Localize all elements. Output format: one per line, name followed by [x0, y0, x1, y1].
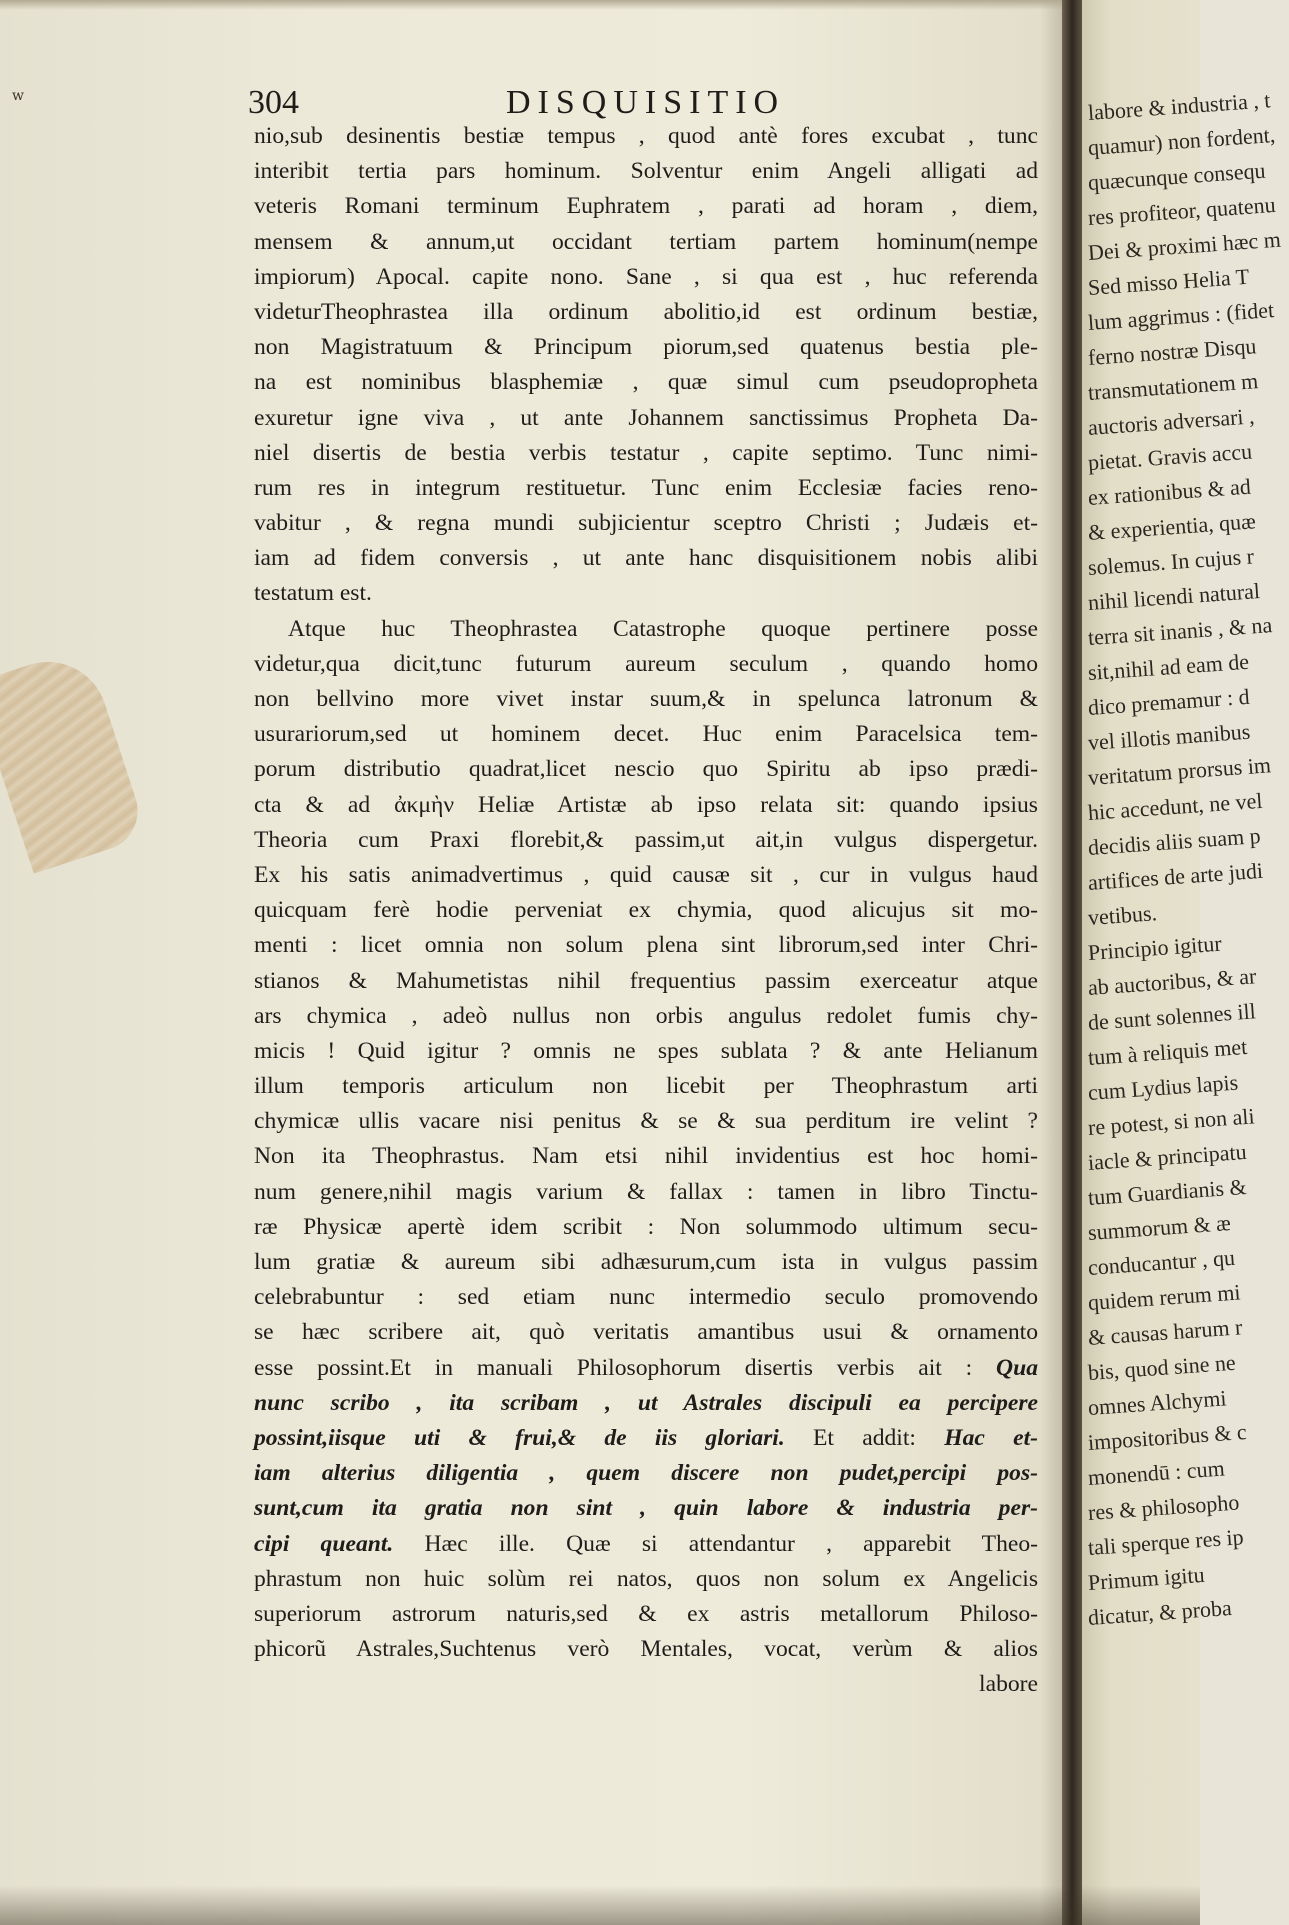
page-top-edge — [0, 0, 1062, 10]
running-head: DISQUISITIO — [506, 84, 786, 121]
text-line: niel disertis de bestia verbis testatur , capite septimo. Tunc nimi- — [254, 439, 1038, 466]
facing-line: iacle & principatu — [1087, 1138, 1248, 1175]
text-segment: Et addit: — [784, 1424, 916, 1451]
facing-line: auctoris adversari , — [1087, 403, 1256, 440]
facing-line: vetibus. — [1087, 900, 1158, 930]
text-line: interibit tertia pars hominum. Solventur enim Angeli alligati ad — [254, 158, 1038, 185]
text-line: phrastum non huic solùm rei natos, quos non solum ex Angelicis — [254, 1565, 1038, 1592]
facing-line: monendū : cum — [1087, 1455, 1226, 1490]
facing-line: dico premamur : d — [1087, 683, 1251, 720]
text-line: cta & ad ἀκμὴν Heliæ Artistæ ab ipso relata sit: quando ipsius — [254, 791, 1038, 818]
catchword: labore — [979, 1671, 1038, 1698]
facing-line: res profiteor, quatenu — [1087, 191, 1277, 230]
facing-page — [1082, 0, 1282, 1925]
facing-line: tum Guardianis & — [1087, 1173, 1248, 1210]
text-line: videtur,qua dicit,tunc futurum aureum seculum , quando homo — [254, 650, 1038, 677]
page-number: 304 — [248, 84, 299, 121]
text-line: Non ita Theophrastus. Nam etsi nihil invidentius est hoc homi- — [254, 1143, 1038, 1170]
facing-line: Sed misso Helia T — [1087, 263, 1251, 300]
facing-line: solemus. In cujus r — [1087, 543, 1255, 580]
paragraph-start-line: Atque huc Theophrastea Catastrophe quoque pertinere posse — [288, 615, 1038, 642]
text-line: exuretur igne viva , ut ante Johannem sanctissimus Propheta Da- — [254, 404, 1038, 431]
page-bottom-edge — [0, 1885, 1200, 1925]
main-text-block — [254, 119, 1038, 1702]
text-segment: Hæc ille. Quæ si attendantur , apparebit Theo- — [393, 1530, 1038, 1557]
text-segment: esse possint.Et in manuali Philosophorum disertis verbis ait : — [254, 1354, 973, 1381]
facing-line: transmutationem m — [1087, 368, 1259, 405]
facing-line: & causas harum r — [1087, 1314, 1244, 1350]
facing-line: conducantur , qu — [1087, 1244, 1236, 1280]
facing-line: cum Lydius lapis — [1087, 1069, 1239, 1105]
italic-segment: iam alterius diligentia , quem discere non pudet,percipi pos- — [254, 1460, 1038, 1487]
text-line: porum distributio quadrat,licet nescio quo Spiritu ab ipso prædi- — [254, 756, 1038, 783]
facing-line: res & philosopho — [1087, 1489, 1241, 1525]
text-line: vabitur , & regna mundi subjicientur sceptro Christi ; Judæis et- — [254, 510, 1038, 537]
text-line: quicquam ferè hodie perveniat ex chymia, quod alicujus sit mo- — [254, 897, 1038, 924]
facing-line: sit,nihil ad eam de — [1087, 648, 1250, 685]
text-line: lum gratiæ & aureum sibi adhæsurum,cum ista in vulgus passim — [254, 1249, 1038, 1275]
italic-segment: Qua — [996, 1354, 1038, 1381]
facing-line: summorum & æ — [1087, 1210, 1232, 1245]
facing-line: ab auctoribus, & ar — [1087, 963, 1258, 1000]
facing-line: quamur) non fordent, — [1087, 121, 1276, 160]
text-line: menti : licet omnia non solum plena sint librorum,sed inter Chri- — [254, 932, 1038, 959]
italic-text-line — [254, 1491, 1038, 1526]
italic-text-line — [254, 1421, 1038, 1456]
facing-line: dicatur, & proba — [1087, 1594, 1233, 1630]
text-line: Ex his satis animadvertimus , quid causæ sit , cur in vulgus haud — [254, 861, 1038, 888]
facing-line: decidis aliis suam p — [1087, 822, 1262, 860]
facing-line: omnes Alchymi — [1087, 1385, 1228, 1420]
facing-line: Principio igitur — [1087, 930, 1223, 965]
italic-segment: cipi queant. — [254, 1530, 394, 1557]
text-line: micis ! Quid igitur ? omnis ne spes sublata ? & ante Helianum — [254, 1037, 1038, 1064]
text-line: mensem & annum,ut occidant tertiam partem hominum(nempe — [254, 228, 1038, 255]
facing-line: nihil licendi natural — [1087, 578, 1261, 615]
text-line: phicorũ Astrales,Suchtenus verò Mentales, vocat, verùm & alios — [254, 1636, 1038, 1663]
facing-line: artifices de arte judi — [1087, 857, 1264, 895]
facing-line: bis, quod sine ne — [1087, 1349, 1237, 1385]
margin-mark: w — [12, 88, 24, 104]
italic-segment: nunc scribo , ita scribam , ut Astrales discipuli ea percipere — [254, 1389, 1038, 1416]
italic-text-line — [254, 1527, 1038, 1562]
book-gutter — [1062, 0, 1082, 1925]
italic-segment: sunt,cum ita gratia non sint , quin labore & industria per- — [254, 1495, 1038, 1522]
text-line: rum res in integrum restituetur. Tunc enim Ecclesiæ facies reno- — [254, 474, 1038, 501]
facing-line: de sunt solennes ill — [1087, 998, 1257, 1035]
text-line: stianos & Mahumetistas nihil frequentius passim exerceatur atque — [254, 967, 1038, 994]
text-line: se hæc scribere ait, quò veritatis amantibus usui & ornamento — [254, 1319, 1038, 1346]
text-line: ars chymica , adeò nullus non orbis angulus redolet fumis chy- — [254, 1002, 1038, 1029]
italic-text-line — [254, 1456, 1038, 1491]
facing-line: ex rationibus & ad — [1087, 473, 1252, 510]
text-line-with-italic — [254, 1351, 1038, 1386]
facing-line: tali sperque res ip — [1087, 1524, 1245, 1560]
text-line: celebrabuntur : sed etiam nunc intermedio seculo promovendo — [254, 1284, 1038, 1311]
facing-line: vel illotis manibus — [1087, 718, 1252, 755]
facing-line: hic accedunt, ne vel — [1087, 787, 1264, 825]
text-line: usurariorum,sed ut hominem decet. Huc enim Paracelsica tem- — [254, 721, 1038, 748]
text-line: superiorum astrorum naturis,sed & ex astris metallorum Philoso- — [254, 1600, 1038, 1627]
text-line: veteris Romani terminum Euphratem , parati ad horam , diem, — [254, 193, 1038, 220]
italic-segment: Hac et- — [944, 1424, 1038, 1451]
text-line: nio,sub desinentis bestiæ tempus , quod antè fores excubat , tunc — [254, 123, 1038, 149]
facing-line: pietat. Gravis accu — [1087, 438, 1253, 475]
text-line: chymicæ ullis vacare nisi penitus & se & sua perditum ire velint ? — [254, 1108, 1038, 1135]
text-line: non bellvino more vivet instar suum,& in spelunca latronum & — [254, 686, 1038, 712]
facing-line: terra sit inanis , & na — [1087, 612, 1273, 650]
facing-line: quæcunque consequ — [1087, 157, 1267, 195]
text-line: na est nominibus blasphemiæ , quæ simul cum pseudopropheta — [254, 369, 1038, 396]
text-line: num genere,nihil magis varium & fallax : tamen in libro Tinctu- — [254, 1178, 1038, 1205]
text-line: iam ad fidem conversis , ut ante hanc disquisitionem nobis alibi — [254, 545, 1038, 572]
italic-text-line — [254, 1386, 1038, 1421]
italic-segment: possint,iisque uti & frui,& de iis gloriari. — [254, 1424, 785, 1451]
facing-line: lum aggrimus : (fidet — [1087, 297, 1275, 335]
text-line: Theoria cum Praxi florebit,& passim,ut ait,in vulgus dispergetur. — [254, 826, 1038, 853]
text-line: non Magistratuum & Principum piorum,sed quatenus bestia ple- — [254, 334, 1038, 361]
facing-line: Dei & proximi hæc m — [1087, 226, 1282, 265]
facing-page-text — [1087, 87, 1288, 1635]
facing-line: ferno nostræ Disqu — [1087, 333, 1258, 370]
facing-line: re potest, si non ali — [1087, 1103, 1256, 1140]
facing-line: impositoribus & c — [1087, 1418, 1248, 1455]
facing-line: labore & industria , t — [1087, 87, 1272, 125]
facing-line: & experientia, quæ — [1087, 508, 1257, 545]
text-line: videturTheophrastea illa ordinum abolitio,id est ordinum bestiæ, — [254, 298, 1038, 325]
text-line: testatum est. — [254, 580, 372, 607]
text-line: ræ Physicæ apertè idem scribit : Non solummodo ultimum secu- — [254, 1213, 1038, 1240]
facing-line: veritatum prorsus im — [1087, 752, 1272, 790]
text-line: illum temporis articulum non licebit per Theophrastum arti — [254, 1073, 1038, 1100]
facing-line: Primum igitu — [1087, 1561, 1206, 1595]
facing-line: tum à reliquis met — [1087, 1033, 1248, 1070]
text-line: impiorum) Apocal. capite nono. Sane , si qua est , huc referenda — [254, 263, 1038, 290]
facing-line: quidem rerum mi — [1087, 1279, 1242, 1315]
